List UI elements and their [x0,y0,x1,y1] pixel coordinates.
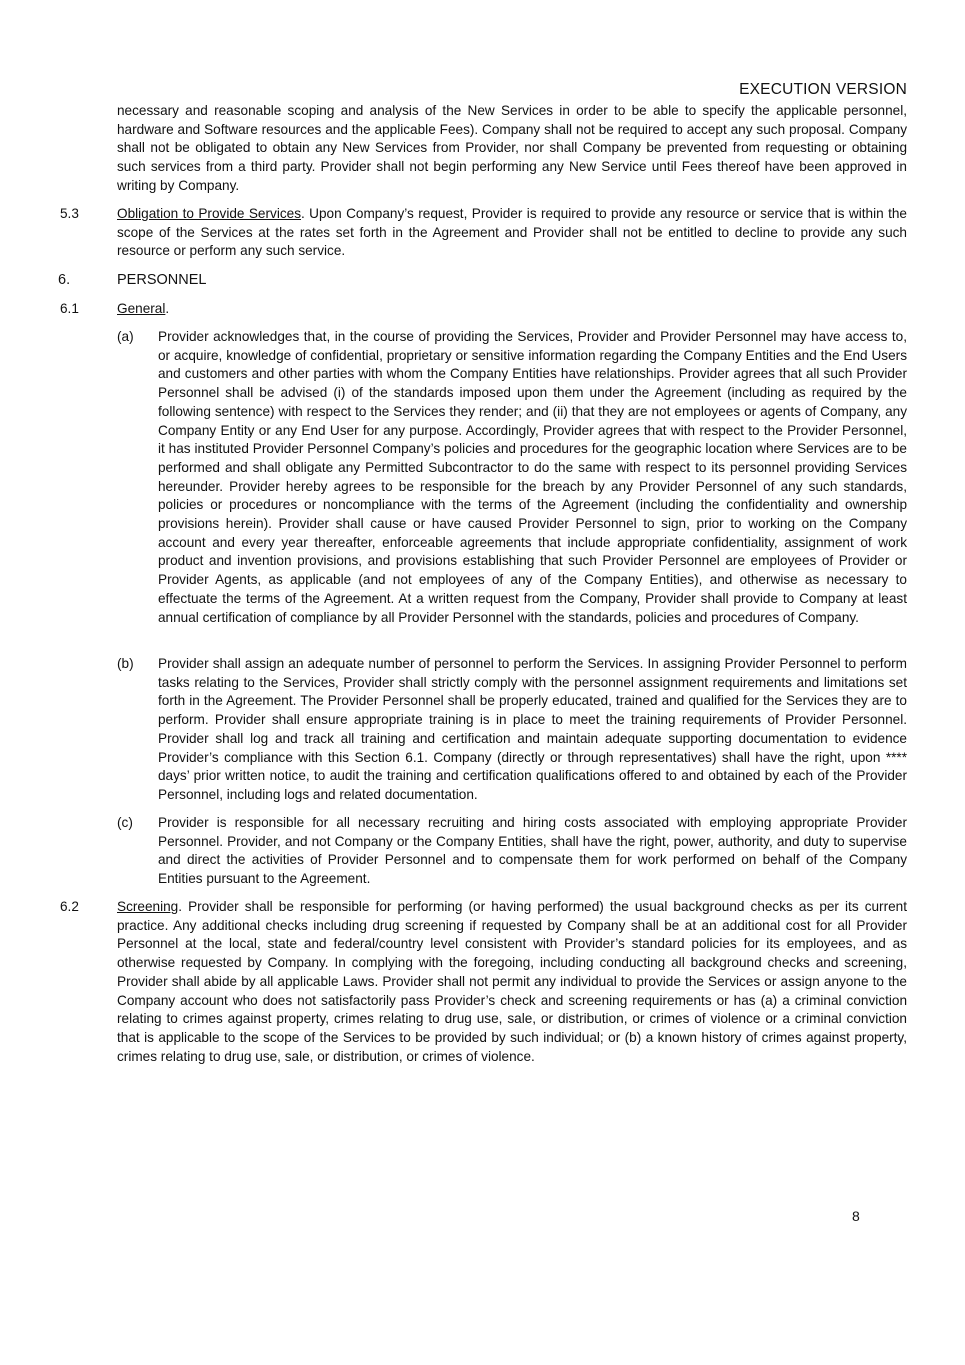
item-c-text: Provider is responsible for all necessary recruiting and hiring costs associated with employing appropriate Provider Personnel. Provider, and not Company or the Company Entities, shall have the right, power, authority, and duty to supervise and direct the activities of Provider Personnel and to compensate them for work performed on behalf of the Company Entities pursuant to the Agreement. [158,815,907,887]
item-c-label: (c) [117,815,133,830]
section-6-1-heading: General [117,301,166,316]
item-a-text: Provider acknowledges that, in the course of providing the Services, Provider and Provider Personnel may have access to, or acquire, knowledge of confidential, proprietary or sensitive information regarding the Company Entities and the End Users and customers and other parties with whom the Company Entities have relationships. Provider agrees that all such Provider Personnel shall be advised (i) of the standards imposed upon them under the Agreement (including as required by the following sentence) with respect to the Services they render; and (ii) that they are not employees or agents of Company, any Company Entity or any End User for any purpose. Accordingly, Provider agrees that with respect to the Provider Personnel, it has instituted Provider Personnel Company’s policies and procedures for the geographic location where Services are to be performed and shall obligate any Permitted Subcontractor to do the same with respect to its personnel providing Services hereunder. Provider hereby agrees to be responsible for the breach by any Provider Personnel of any such standards, policies or procedures or noncompliance with the terms of the Agreement (including the confidentiality and ownership provisions herein). Provider shall cause or have caused Provider Personnel to sign, prior to working on the Company account and every year thereafter, enforceable agreements that include appropriate confidentiality, assignment of work product and invention provisions, and provisions establishing that such Provider Personnel are employees of Provider or Provider Agents, as applicable (and not employees of any of the Company Entities), and otherwise as necessary to effectuate the terms of the Agreement. At a written request from the Company, Provider shall provide to Company at least annual certification of compliance by all Provider Personnel with the standards, policies and procedures of Company. [158,329,907,625]
execution-version-header: EXECUTION VERSION [739,81,907,98]
section-6-2-number: 6.2 [60,899,79,914]
item-b-label: (b) [117,656,134,671]
section-5-3-number: 5.3 [60,206,79,221]
section-6-1-heading-suffix: . [165,301,170,316]
section-6-title: PERSONNEL [117,272,207,288]
section-5-3-heading: Obligation to Provide Services [117,206,301,221]
section-6-2-text: . Provider shall be responsible for performing (or having performed) the usual background checks as per its current practice. Any additional checks including drug screening if requested by Company shall be at an additional cost for all Provider Personnel at the local, state and federal/country level consistent with Provider’s standard policies for its employees, and as otherwise requested by Company. In complying with the foregoing, including conducting all background checks and screening, Provider shall abide by all applicable Laws. Provider shall not permit any individual to provide the Services or assign anyone to the Company account who does not satisfactorily pass Provider’s check and screening requirements or has (a) a criminal conviction relating to crimes against property, crimes relating to drug use, sale, or distribution, or crimes of violence or a criminal conviction that is applicable to the scope of the Services to be provided by such individual; or (b) a known history of crimes against property, crimes relating to drug use, sale, or distribution, or crimes of violence. [117,899,907,1064]
section-6-1-heading-line [117,300,169,319]
item-a-label: (a) [117,329,134,344]
section-5-3-paragraph [117,205,907,261]
section-6-2-heading: Screening [117,899,179,914]
item-b-text: Provider shall assign an adequate number of personnel to perform the Services. In assigning Provider Personnel to perform tasks relating to the Services, Provider shall strictly comply with the personnel assignment requirements and limitations set forth in the Agreement. The Provider Personnel shall be properly educated, trained and qualified for the Services they are to perform. Provider shall ensure appropriate training is in place to meet the training requirements of Provider Personnel. Provider shall log and track all training and certification and maintain adequate supporting documentation to evidence Provider’s compliance with this Section 6.1. Company (directly or through representatives) shall have the right, upon **** days’ prior written notice, to audit the training and certification qualifications offered to and obtained by each of the Provider Personnel, including logs and related documentation. [158,656,907,802]
section-6-1-number: 6.1 [60,301,79,316]
section-6-number: 6. [58,272,71,288]
section-5-3-text: . Upon Company’s request, Provider is required to provide any resource or service that is within the scope of the Services at the rates set forth in the Agreement and Provider shall not be entitled to decline to provide any such resource or perform any such service. [117,206,907,259]
section-6-2-paragraph [117,898,907,1066]
intro-paragraph: necessary and reasonable scoping and analysis of the New Services in order to be able to specify the applicable personnel, hardware and Software resources and the applicable Fees). Company shall not be required to accept any such proposal. Company shall not be obligated to obtain any New Services from Provider, nor shall Company be prevented from requesting or obtaining such services from a third party. Provider shall not begin performing any New Service until Fees thereof have been approved in writing by Company. [117,103,907,193]
page-number: 8 [852,1208,860,1224]
